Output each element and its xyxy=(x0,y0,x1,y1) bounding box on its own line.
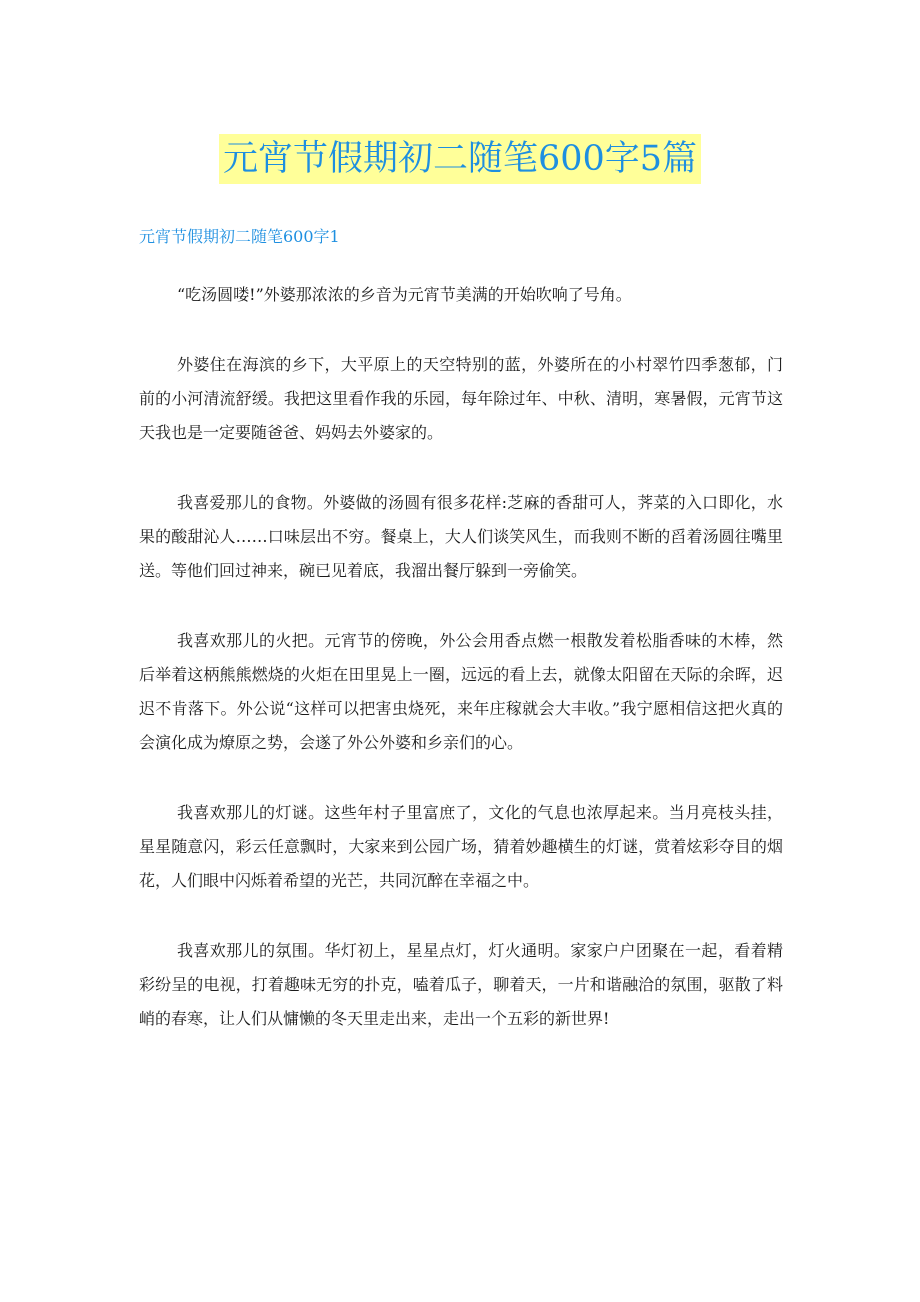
paragraph-3: 我喜爱那儿的食物。外婆做的汤圆有很多花样:芝麻的香甜可人，荠菜的入口即化，水果的酸甜沁人……口味层出不穷。餐桌上，大人们谈笑风生，而我则不断的舀着汤圆往嘴里送。等他们回过神来，碗已见着底，我溜出餐厅躲到一旁偷笑。 xyxy=(139,493,783,580)
paragraph-4: 我喜欢那儿的火把。元宵节的傍晚，外公会用香点燃一根散发着松脂香味的木棒，然后举着这柄熊熊燃烧的火炬在田里晃上一圈，远远的看上去，就像太阳留在天际的余晖，迟迟不肯落下。外公说“这样可以把害虫烧死，来年庄稼就会大丰收。”我宁愿相信这把火真的会演化成为燎原之势，会遂了外公外婆和乡亲们的心。 xyxy=(139,631,783,752)
paragraph-6: 我喜欢那儿的氛围。华灯初上，星星点灯，灯火通明。家家户户团聚在一起，看着精彩纷呈的电视，打着趣味无穷的扑克，嗑着瓜子，聊着天，一片和谐融洽的氛围，驱散了料峭的春寒，让人们从慵懒的冬天里走出来，走出一个五彩的新世界! xyxy=(139,941,783,1028)
section-heading: 元宵节假期初二随笔600字1 xyxy=(139,227,340,246)
paragraph-5: 我喜欢那儿的灯谜。这些年村子里富庶了，文化的气息也浓厚起来。当月亮枝头挂，星星随意闪，彩云任意飘时，大家来到公园广场，猜着妙趣横生的灯谜，赏着炫彩夺目的烟花，人们眼中闪烁着希望的光芒，共同沉醉在幸福之中。 xyxy=(139,803,783,890)
title-container xyxy=(0,134,920,184)
article-body xyxy=(139,278,783,1072)
paragraph-2: 外婆住在海滨的乡下，大平原上的天空特别的蓝，外婆所在的小村翠竹四季葱郁，门前的小河清流舒缓。我把这里看作我的乐园，每年除过年、中秋、清明，寒暑假，元宵节这天我也是一定要随爸爸、妈妈去外婆家的。 xyxy=(139,355,783,442)
paragraph-1: “吃汤圆喽!”外婆那浓浓的乡音为元宵节美满的开始吹响了号角。 xyxy=(177,285,632,304)
page-title: 元宵节假期初二随笔600字5篇 xyxy=(219,134,701,184)
